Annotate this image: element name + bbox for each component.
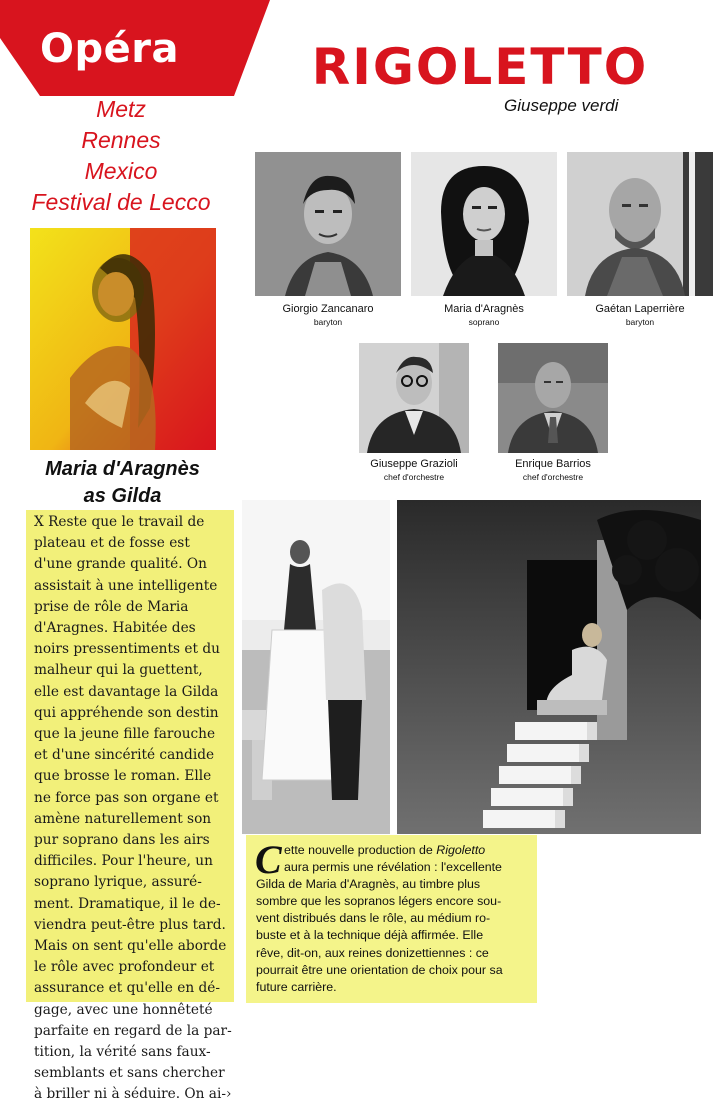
gilda-caption [0, 456, 245, 510]
clipping-line: assurance et qu'elle en dé- [34, 980, 221, 997]
cast-name: Maria d'Aragnès [444, 303, 524, 315]
portrait-aragnes [411, 152, 557, 296]
quote-line: sombre que les sopranos légers encore sou- [256, 894, 502, 909]
clipping-line: le rôle avec profondeur et [34, 959, 215, 976]
quote-line: aura permis une révélation : l'excellente [284, 860, 502, 875]
quote-line: vent distribués dans le rôle, au médium ro- [256, 911, 491, 926]
quote-line: ette nouvelle production de [284, 843, 437, 857]
clipping-line: qui appréhende son destin [34, 704, 219, 721]
quote-line: pourrait être une orientation de choix pour sa [256, 962, 503, 977]
clipping-line: tition, la vérité sans faux- [34, 1044, 211, 1061]
clipping-text [34, 512, 230, 1106]
clipping-line: que la jeune fille farouche [34, 726, 216, 743]
gilda-caption-line1: Maria d'Aragnès [45, 458, 200, 480]
cast-caption-zancanaro [255, 303, 401, 327]
cities-list [0, 94, 242, 218]
clipping-line: assistait à une intelligente [34, 577, 218, 594]
gilda-caption-line2: as Gilda [83, 485, 162, 507]
press-clipping [26, 510, 234, 1103]
stage-photo [397, 500, 701, 834]
cast-name: Giorgio Zancanaro [282, 303, 374, 315]
city-item: Mexico [84, 158, 158, 184]
clipping-line: elle est davantage la Gilda [34, 683, 219, 700]
section-label: Opéra [40, 26, 179, 72]
quote-title-em: Rigoletto [436, 843, 486, 857]
clipping-line: pur soprano dans les airs [34, 832, 210, 849]
clipping-line: à briller ni à séduire. On ai-› [34, 1086, 232, 1103]
clipping-line: noirs pressentiments et du [34, 641, 220, 658]
city-item: Festival de Lecco [31, 189, 211, 215]
quote-dropcap: C [255, 837, 282, 882]
cast-role: chef d'orchestre [383, 472, 445, 482]
portrait-grazioli [359, 343, 469, 453]
clipping-line: X Reste que le travail de [34, 514, 205, 530]
clipping-line: plateau et de fosse est [34, 535, 190, 552]
composer-name: Giuseppe verdi [504, 96, 619, 115]
quote-line: future carrière. [256, 979, 337, 994]
city-item: Metz [96, 96, 146, 122]
quote-text [255, 837, 532, 996]
portrait-barrios [498, 343, 608, 453]
clipping-line: soprano lyrique, assuré- [34, 874, 202, 891]
clipping-line: semblants et sans chercher [34, 1065, 225, 1082]
cast-caption-barrios [479, 458, 627, 482]
clipping-line: ne force pas son organe et [34, 789, 219, 806]
quote-line-first [256, 842, 532, 859]
cast-role: soprano [468, 317, 500, 327]
review-quote [246, 835, 537, 1003]
cast-name: Enrique Barrios [515, 458, 591, 470]
cast-role: baryton [625, 317, 655, 327]
clipping-line: parfaite en regard de la par- [34, 1022, 232, 1039]
cast-caption-laperriere [567, 303, 713, 327]
clipping-line: et d'une sincérité candide [34, 747, 215, 764]
cast-role: baryton [313, 317, 343, 327]
city-item: Rennes [81, 127, 161, 153]
clipping-line: d'Aragnes. Habitée des [34, 620, 196, 637]
clipping-line: difficiles. Pour l'heure, un [34, 853, 213, 870]
clipping-line: que brosse le roman. Elle [34, 768, 212, 785]
cast-role: chef d'orchestre [522, 472, 584, 482]
cast-caption-aragnes [411, 303, 557, 327]
portrait-laperriere [567, 152, 713, 296]
cast-caption-grazioli [340, 458, 488, 482]
cast-name: Gaétan Laperrière [595, 303, 685, 315]
clipping-line: Mais on sent qu'elle aborde [34, 938, 227, 955]
portrait-zancanaro [255, 152, 401, 296]
clipping-line: amène naturellement son [34, 810, 212, 827]
clipping-line: d'une grande qualité. On [34, 556, 207, 573]
clipping-line: ment. Dramatique, il le de- [34, 895, 221, 912]
quote-line: rêve, dit-on, aux reines donizettiennes : ce [256, 945, 489, 960]
clipping-line: malheur qui la guettent, [34, 662, 203, 679]
clipping-line: viendra peut-être plus tard. [34, 916, 226, 933]
rehearsal-photo [242, 500, 390, 834]
cast-name: Giuseppe Grazioli [370, 458, 458, 470]
clipping-line: gage, avec une honnêteté [34, 1001, 213, 1018]
opera-title: RIGOLETTO [311, 38, 649, 96]
quote-line: Gilda de Maria d'Aragnès, au timbre plus [256, 877, 481, 892]
clipping-line: prise de rôle de Maria [34, 598, 189, 615]
quote-line: buste et à la technique déjà affirmée. Elle [256, 928, 484, 943]
gilda-photo [30, 228, 216, 450]
